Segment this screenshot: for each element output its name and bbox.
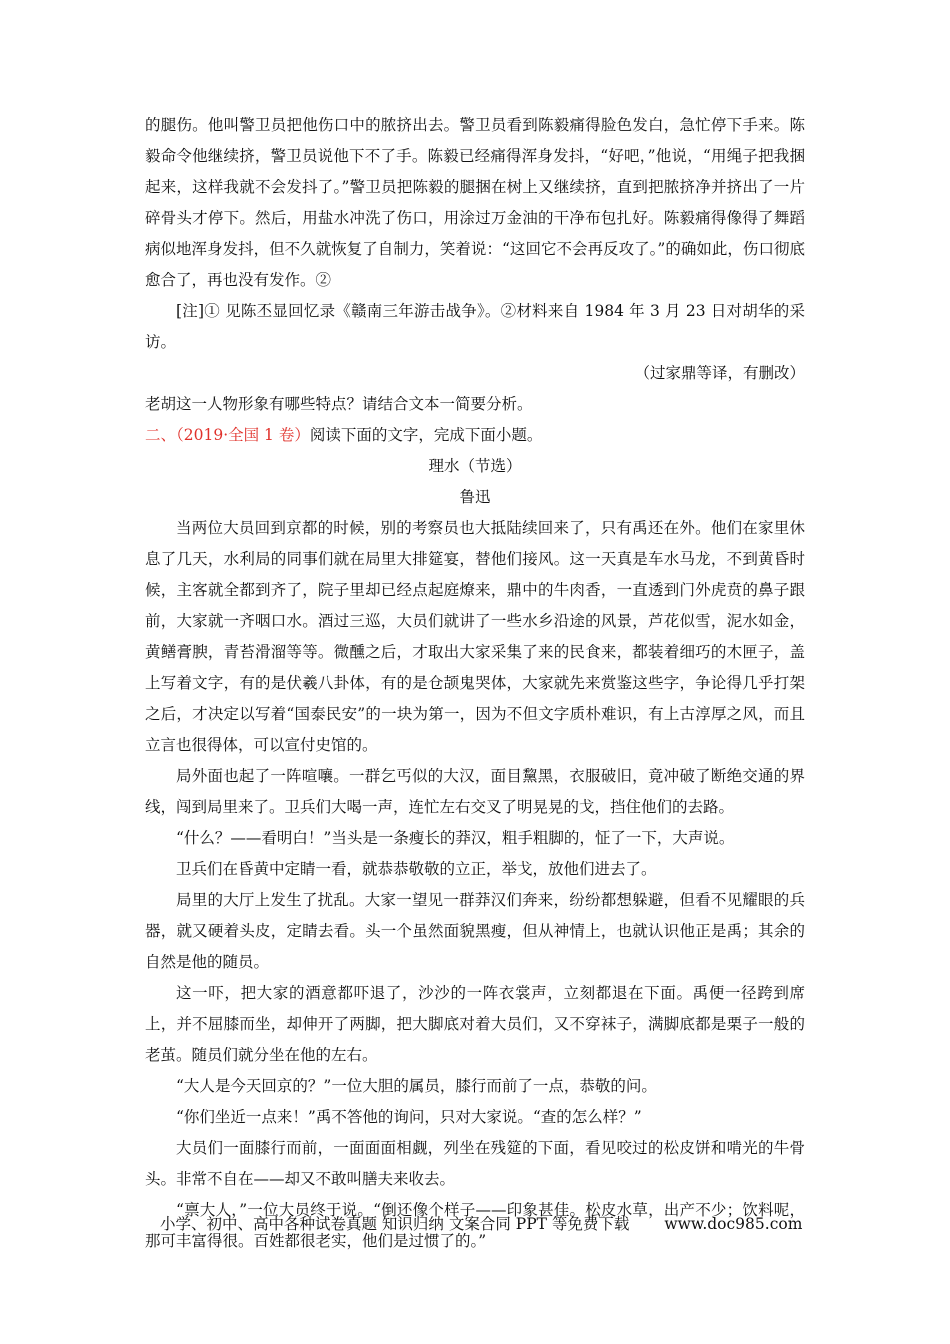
article-paragraph: “大人是今天回京的？”一位大胆的属员，膝行而前了一点，恭敬的问。 <box>176 1077 657 1095</box>
footer-url[interactable]: www.doc985.com <box>664 1215 803 1233</box>
section-heading <box>145 420 805 451</box>
footnote: [注]① 见陈丕显回忆录《赣南三年游击战争》。②材料来自 1984 年 3 月 23 日对胡华的采访。 <box>145 302 805 351</box>
previous-paragraph: 的腿伤。他叫警卫员把他伤口中的脓挤出去。警卫员看到陈毅痛得脸色发白，急忙停下手来。陈毅命令他继续挤，警卫员说他下不了手。陈毅已经痛得浑身发抖，“好吧，”他说，“用绳子把我捆起来，这样我就不会发抖了。”警卫员把陈毅的腿捆在树上又继续挤，直到把脓挤净并挤出了一片碎骨头才停下。然后，用盐水冲洗了伤口，用涂过万金油的干净布包扎好。陈毅痛得像得了舞蹈病似地浑身发抖，但不久就恢复了自制力，笑着说：“这回它不会再反攻了。”的确如此，伤口彻底愈合了，再也没有发作。② <box>145 116 805 289</box>
section-instruction: 阅读下面的文字，完成下面小题。 <box>309 426 543 444</box>
article-author: 鲁迅 <box>459 488 491 506</box>
article-paragraph: 大员们一面膝行而前，一面面面相觑，列坐在残筵的下面，看见咬过的松皮饼和啃光的牛骨头。非常不自在——却又不敢叫膳夫来收去。 <box>145 1139 805 1188</box>
article-paragraph: “你们坐近一点来！”禹不答他的询问，只对大家说。“查的怎么样？” <box>176 1108 642 1126</box>
article-title: 理水（节选） <box>428 457 522 475</box>
article-paragraph: “什么？——看明白！”当头是一条瘦长的莽汉，粗手粗脚的，怔了一下，大声说。 <box>176 829 735 847</box>
article-paragraph: 这一吓，把大家的酒意都吓退了，沙沙的一阵衣裳声，立刻都退在下面。禹便一径跨到席上，并不屈膝而坐，却伸开了两脚，把大脚底对着大员们，又不穿袜子，满脚底都是栗子一般的老茧。随员们就分坐在他的左右。 <box>145 984 805 1064</box>
question-text: 老胡这一人物形象有哪些特点？请结合文本一简要分析。 <box>145 395 533 413</box>
document-body <box>145 110 805 1257</box>
section-prefix: 二、（2019·全国 1 卷） <box>145 426 310 444</box>
page-footer <box>160 1212 820 1236</box>
article-paragraph: 当两位大员回到京都的时候，别的考察员也大抵陆续回来了，只有禹还在外。他们在家里休息了几天，水利局的同事们就在局里大排筵宴，替他们接风。这一天真是车水马龙，不到黄昏时候，主客就全都到齐了，院子里却已经点起庭燎来，鼎中的牛肉香，一直透到门外虎贲的鼻子跟前，大家就一齐咽口水。酒过三巡，大员们就讲了一些水乡沿途的风景，芦花似雪，泥水如金，黄鳝膏腴，青苔滑溜等等。微醺之后，才取出大家采集了来的民食来，都装着细巧的木匣子，盖上写着文字，有的是伏羲八卦体，有的是仓颉鬼哭体，大家就先来赏鉴这些字，争论得几乎打架之后，才决定以写着“国泰民安”的一块为第一，因为不但文字质朴难识，有上古淳厚之风，而且立言也很得体，可以宣付史馆的。 <box>145 519 805 754</box>
article-paragraph: 局里的大厅上发生了扰乱。大家一望见一群莽汉们奔来，纷纷都想躲避，但看不见耀眼的兵器，就又硬着头皮，定睛去看。头一个虽然面貌黑瘦，但从神情上，也就认识他正是禹；其余的自然是他的随员。 <box>145 891 805 971</box>
translator-attribution: （过家鼎等译，有删改） <box>634 364 805 382</box>
article-paragraph: “禀大人，”一位大员终于说。“倒还像个样子——印象甚佳。松皮水草，出产不少；饮料呢，那可丰富得很。百姓都很老实，他们是过惯了的。” <box>145 1201 805 1250</box>
article-paragraph: 卫兵们在昏黄中定睛一看，就恭恭敬敬的立正，举戈，放他们进去了。 <box>176 860 657 878</box>
footer-text: 小学、初中、高中各种试卷真题 知识归纳 文案合同 PPT 等免费下载 <box>160 1215 630 1233</box>
article-paragraph: 局外面也起了一阵喧嚷。一群乞丐似的大汉，面目黧黑，衣服破旧，竟冲破了断绝交通的界线，闯到局里来了。卫兵们大喝一声，连忙左右交叉了明晃晃的戈，挡住他们的去路。 <box>145 767 805 816</box>
